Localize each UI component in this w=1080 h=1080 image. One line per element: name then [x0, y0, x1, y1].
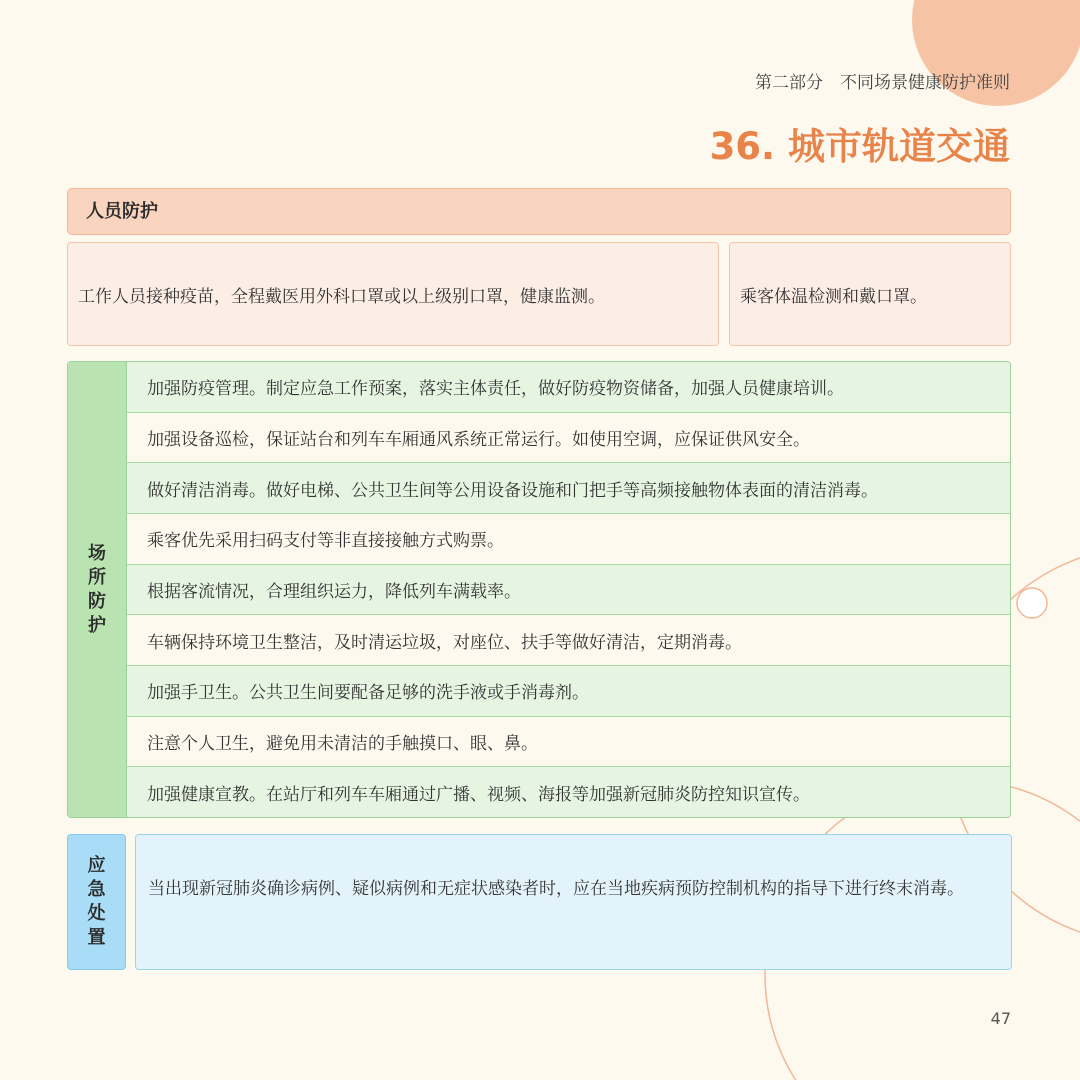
table-row: 加强设备巡检，保证站台和列车车厢通风系统正常运行。如使用空调，应保证供风安全。	[127, 412, 1010, 463]
emergency-label-char: 应	[87, 855, 106, 876]
venue-label-char: 场	[88, 542, 106, 564]
table-row: 做好清洁消毒。做好电梯、公共卫生间等公用设备设施和门把手等高频接触物体表面的清洁消毒。	[127, 462, 1010, 513]
table-row: 加强手卫生。公共卫生间要配备足够的洗手液或手消毒剂。	[127, 665, 1010, 716]
passenger-protection-cell	[729, 242, 1011, 346]
venue-label-char: 所	[88, 566, 106, 588]
emergency-label-char: 急	[87, 879, 106, 900]
emergency-disposal-cell	[135, 834, 1012, 970]
emergency-label-char: 置	[87, 927, 106, 948]
venue-protection-rows	[127, 362, 1010, 817]
venue-protection-table	[67, 361, 1011, 818]
emergency-label-char: 处	[87, 903, 106, 924]
table-row: 加强防疫管理。制定应急工作预案，落实主体责任，做好防疫物资储备，加强人员健康培训。	[127, 362, 1010, 412]
venue-protection-label	[68, 362, 127, 817]
emergency-disposal-text: 当出现新冠肺炎确诊病例、疑似病例和无症状感染者时，应在当地疾病预防控制机构的指导下进行终末消毒。	[148, 879, 964, 899]
section-label: 第二部分 不同场景健康防护准则	[755, 73, 1010, 93]
venue-label-char: 护	[88, 614, 106, 636]
staff-protection-cell	[67, 242, 719, 346]
table-row: 注意个人卫生，避免用未清洁的手触摸口、眼、鼻。	[127, 716, 1010, 767]
table-row: 根据客流情况，合理组织运力，降低列车满载率。	[127, 564, 1010, 615]
staff-protection-text: 工作人员接种疫苗，全程戴医用外科口罩或以上级别口罩，健康监测。	[78, 286, 605, 307]
page-title: 36. 城市轨道交通	[709, 125, 1010, 168]
personnel-protection-heading: 人员防护	[67, 188, 1011, 235]
venue-label-char: 防	[88, 590, 106, 612]
passenger-protection-text: 乘客体温检测和戴口罩。	[740, 286, 927, 307]
table-row: 加强健康宣教。在站厅和列车车厢通过广播、视频、海报等加强新冠肺炎防控知识宣传。	[127, 766, 1010, 817]
page-number: 47	[990, 1009, 1011, 1028]
table-row: 车辆保持环境卫生整洁，及时清运垃圾，对座位、扶手等做好清洁，定期消毒。	[127, 614, 1010, 665]
emergency-label	[67, 834, 126, 970]
decor-small-circle	[1017, 588, 1047, 618]
table-row: 乘客优先采用扫码支付等非直接接触方式购票。	[127, 513, 1010, 564]
